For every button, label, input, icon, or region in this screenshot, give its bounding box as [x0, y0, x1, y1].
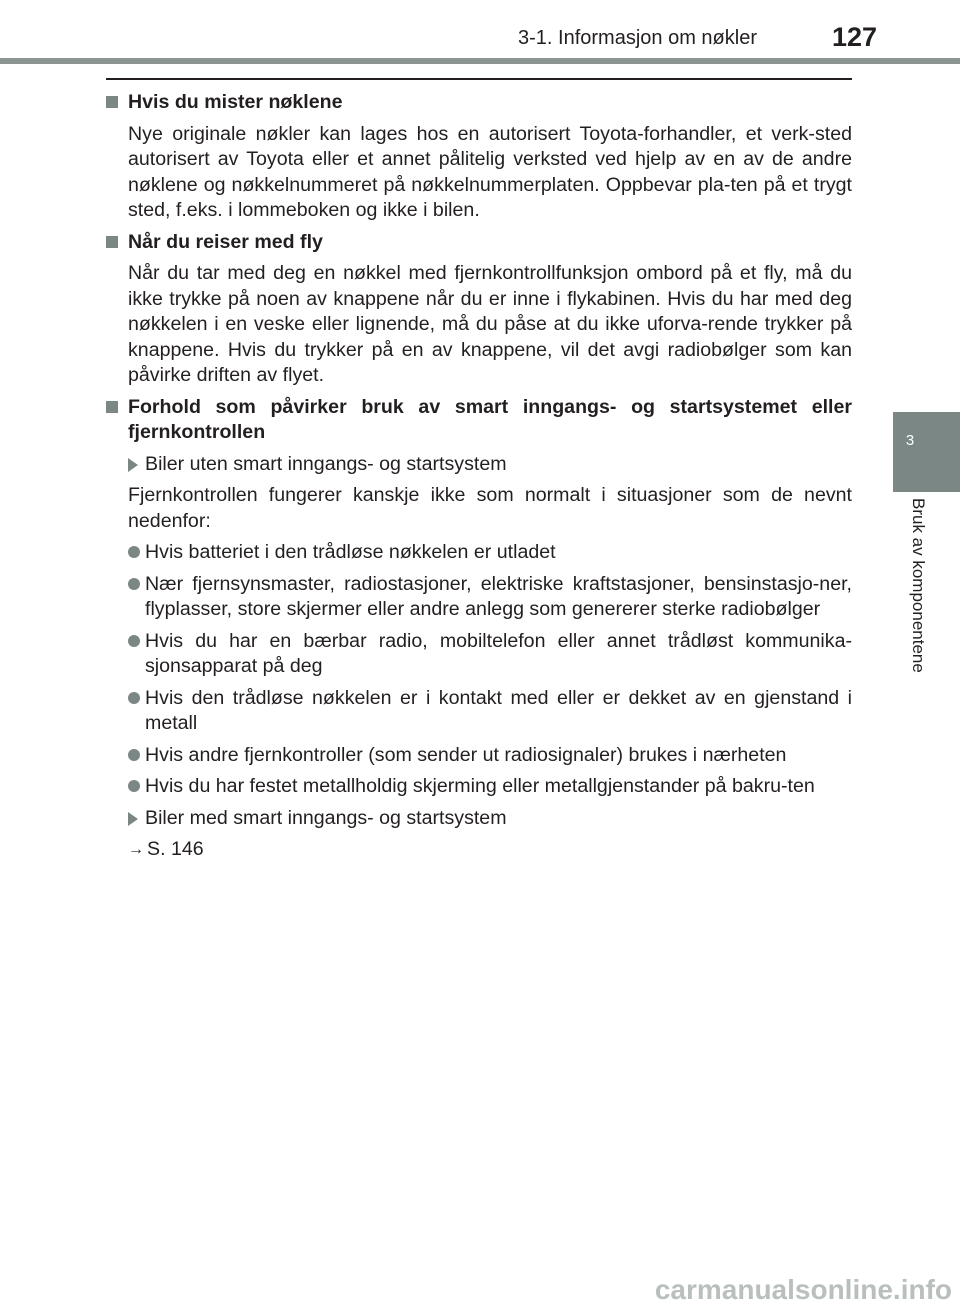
circle-bullet-icon — [128, 749, 140, 761]
paragraph: Når du tar med deg en nøkkel med fjernkontrollfunksjon ombord på et fly, må du ikke trykke på noen av knappene når du er inne i flykabinen. Hvis du har med deg nøkkelen i en veske eller lignende, må du påse at du ikke uforva-rende trykker på knappene. Hvis du trykker på en av knappene, vil det avgi radiobølger som kan påvirke driften av flyet. — [128, 262, 852, 386]
square-bullet-icon — [106, 96, 118, 108]
arrow-right-icon: → — [128, 841, 144, 858]
header-rule — [0, 58, 960, 64]
paragraph: Nye originale nøkler kan lages hos en autorisert Toyota-forhandler, et verk-sted autorisert av Toyota eller et annet pålitelig verksted ved hjelp av en av de andre nøklene og nøkkelnummeret på nøkkelnummerplaten. Oppbevar pla-ten på et trygt sted, f.eks. i lommeboken og ikke i bilen. — [128, 122, 852, 221]
list-item: Nær fjernsynsmaster, radiostasjoner, elektriske kraftstasjoner, bensinstasjo-ner, flyplasser, store skjermer eller andre anlegg som genererer sterke radiobølger — [128, 572, 852, 623]
list-item: Hvis den trådløse nøkkelen er i kontakt med eller er dekket av en gjenstand i metall — [128, 686, 852, 737]
square-bullet-icon — [106, 236, 118, 248]
list-item: Hvis du har en bærbar radio, mobiltelefon eller annet trådløst kommunika-sjonsapparat på deg — [128, 629, 852, 680]
section-title: 3-1. Informasjon om nøkler — [518, 27, 757, 49]
circle-bullet-icon — [128, 780, 140, 792]
page-content — [106, 88, 852, 869]
section-rule — [106, 78, 852, 80]
section-heading: Når du reiser med fly — [106, 230, 852, 256]
triangle-bullet-icon — [128, 458, 138, 472]
list-item: Hvis batteriet i den trådløse nøkkelen er utladet — [128, 540, 852, 566]
square-bullet-icon — [106, 401, 118, 413]
chapter-tab — [893, 412, 960, 492]
chapter-number: 3 — [905, 432, 915, 449]
paragraph: Fjernkontrollen fungerer kanskje ikke som normalt i situasjoner som de nevnt nedenfor: — [128, 484, 852, 532]
watermark: carmanualsonline.info — [654, 1274, 952, 1305]
list-item: Hvis du har festet metallholdig skjerming eller metallgjenstander på bakru-ten — [128, 774, 852, 800]
circle-bullet-icon — [128, 546, 140, 558]
subheading: Biler med smart inngangs- og startsystem — [128, 806, 852, 832]
subheading: Biler uten smart inngangs- og startsystem — [128, 452, 852, 478]
section-heading: Hvis du mister nøklene — [106, 90, 852, 116]
circle-bullet-icon — [128, 635, 140, 647]
section-heading: Forhold som påvirker bruk av smart inngangs- og startsystemet eller fjernkontrollen — [106, 395, 852, 446]
list-item: Hvis andre fjernkontroller (som sender ut radiosignaler) brukes i nærheten — [128, 743, 852, 769]
circle-bullet-icon — [128, 692, 140, 704]
page-number: 127 — [832, 22, 878, 52]
chapter-title: Bruk av komponentene — [909, 498, 928, 673]
triangle-bullet-icon — [128, 812, 138, 826]
page-reference[interactable]: → S. 146 — [128, 837, 852, 863]
circle-bullet-icon — [128, 578, 140, 590]
